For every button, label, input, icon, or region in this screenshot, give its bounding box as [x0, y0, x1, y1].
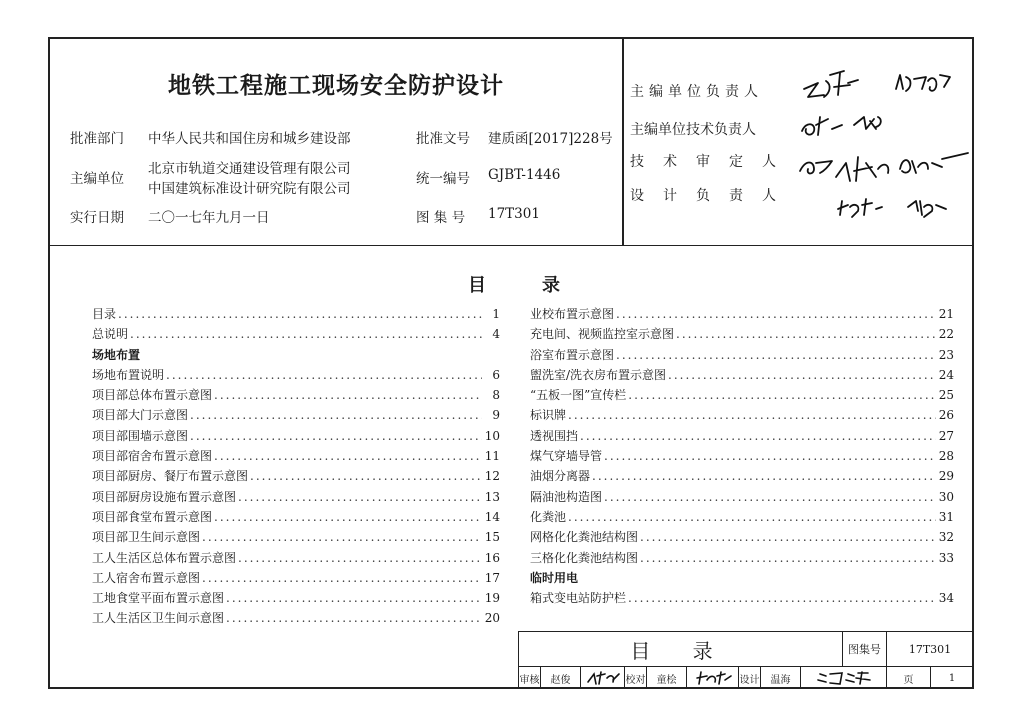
approve-dept-label: 批准部门	[70, 131, 124, 147]
toc-entry-title: 场地布置	[92, 347, 141, 362]
page-number: 1	[948, 672, 956, 684]
titleblock-atlas-no: 17T301	[908, 642, 952, 656]
toc-leader-dots	[628, 388, 936, 402]
toc-entry[interactable]	[530, 589, 954, 609]
toc-entry-title: 化粪池	[530, 509, 567, 524]
toc-entry-page: 23	[938, 347, 954, 362]
toc-entry-title: 临时用电	[530, 570, 579, 585]
toc-entry-title: 总说明	[92, 327, 129, 342]
toc-entry[interactable]	[92, 366, 500, 386]
toc-entry-title: 项目部围墙示意图	[92, 428, 189, 443]
title-block	[518, 631, 973, 688]
toc-entry[interactable]	[530, 366, 954, 386]
toc-entry-page: 10	[484, 428, 500, 443]
toc-entry[interactable]	[530, 346, 954, 366]
toc-leader-dots	[568, 408, 936, 422]
sign-chief-unit-head-label: 主编单位负责人	[630, 84, 763, 100]
toc-entry[interactable]	[530, 528, 954, 548]
toc-leader-dots	[202, 571, 482, 585]
toc-entry-title: 网格化化粪池结构图	[530, 530, 639, 545]
toc-entry[interactable]	[92, 406, 500, 426]
toc-entry-page: 20	[484, 611, 500, 626]
toc-leader-dots	[202, 530, 482, 544]
toc-entry-title: 标识牌	[530, 408, 567, 423]
design-name: 温海	[761, 667, 801, 689]
toc-entry-page: 15	[484, 530, 500, 545]
toc-entry-title: 工人宿舍布置示意图	[92, 570, 201, 585]
check-label: 校对	[625, 667, 647, 689]
toc-section-heading	[92, 346, 500, 366]
toc-left-column	[92, 305, 500, 630]
toc-entry-title: 项目部厨房、餐厅布置示意图	[92, 469, 249, 484]
toc-leader-dots	[250, 469, 482, 483]
toc-entry-title: 目录	[92, 307, 117, 321]
toc-entry[interactable]	[530, 488, 954, 508]
toc-entry-page: 19	[484, 591, 500, 606]
toc-entry-page: 6	[492, 367, 500, 382]
toc-entry[interactable]	[92, 325, 500, 345]
toc-entry-title: 盥洗室/洗衣房布置示意图	[530, 367, 667, 382]
toc-entry-title: 项目部宿舍布置示意图	[92, 449, 213, 464]
toc-leader-dots	[604, 449, 936, 463]
toc-entry-page: 24	[938, 367, 954, 382]
toc-leader-dots	[640, 551, 936, 565]
toc-section-heading	[530, 569, 954, 589]
toc-entry[interactable]	[92, 467, 500, 487]
toc-leader-dots	[238, 490, 482, 504]
toc-entry-page: 16	[484, 550, 500, 565]
review-name: 赵俊	[541, 667, 581, 689]
toc-entry-page: 17	[484, 570, 500, 585]
toc-entry-page: 1	[492, 307, 500, 321]
design-signature	[801, 667, 887, 689]
serial-label: 统一编号	[416, 171, 470, 187]
toc-heading: 目录	[468, 275, 616, 296]
toc-entry[interactable]	[92, 569, 500, 589]
toc-leader-dots	[226, 611, 482, 625]
toc-right-column	[530, 305, 954, 609]
toc-entry-page: 25	[938, 388, 954, 403]
drawing-sheet	[48, 37, 974, 689]
toc-entry-page: 21	[938, 307, 954, 321]
toc-leader-dots	[604, 490, 936, 504]
toc-entry-title: 工地食堂平面布置示意图	[92, 591, 225, 606]
toc-entry-page: 14	[484, 509, 500, 524]
review-signature	[581, 667, 625, 689]
toc-entry-title: “五板一图”宣传栏	[530, 388, 627, 403]
toc-entry-title: 项目部卫生间示意图	[92, 530, 201, 545]
toc-entry-page: 26	[938, 408, 954, 423]
toc-entry[interactable]	[530, 406, 954, 426]
impl-date-label: 实行日期	[70, 210, 124, 226]
toc-entry[interactable]	[92, 386, 500, 406]
toc-entry[interactable]	[530, 386, 954, 406]
toc-entry-title: 充电间、视频监控室示意图	[530, 327, 675, 342]
toc-leader-dots	[580, 429, 936, 443]
toc-entry-title: 油烟分离器	[530, 469, 591, 484]
toc-entry-page: 11	[484, 449, 500, 464]
toc-entry-title: 三格化化粪池结构图	[530, 550, 639, 565]
toc-entry-title: 煤气穿墙导管	[530, 449, 603, 464]
toc-entry[interactable]	[92, 528, 500, 548]
toc-leader-dots	[118, 307, 482, 321]
toc-entry-page: 22	[938, 327, 954, 342]
toc-entry-title: 工人生活区卫生间示意图	[92, 611, 225, 626]
toc-leader-dots	[592, 469, 936, 483]
toc-entry-page: 4	[492, 327, 500, 342]
approve-doc: 建质函[2017]228号	[488, 131, 613, 147]
toc-entry-title: 项目部厨房设施布置示意图	[92, 489, 237, 504]
sign-tech-review-label: 技术审定人	[630, 154, 795, 170]
serial: GJBT-1446	[488, 167, 561, 183]
toc-entry-title: 浴室布置示意图	[530, 347, 615, 362]
toc-leader-dots	[568, 510, 936, 524]
toc-entry-page: 29	[938, 469, 954, 484]
review-label: 审核	[519, 667, 541, 689]
sign-design-head-label: 设计负责人	[630, 188, 795, 204]
toc-leader-dots	[616, 307, 936, 321]
toc-leader-dots	[190, 408, 482, 422]
toc-entry[interactable]	[530, 549, 954, 569]
chief-unit-1: 北京市轨道交通建设管理有限公司	[148, 161, 351, 177]
toc-entry-title: 项目部食堂布置示意图	[92, 509, 213, 524]
toc-entry[interactable]	[92, 609, 500, 629]
toc-leader-dots	[640, 530, 936, 544]
toc-leader-dots	[676, 327, 936, 341]
toc-leader-dots	[214, 510, 482, 524]
toc-entry[interactable]	[530, 325, 954, 345]
toc-entry[interactable]	[92, 549, 500, 569]
sign-chief-tech-head-label: 主编单位技术负责人	[630, 122, 756, 138]
toc-entry[interactable]	[530, 305, 954, 325]
toc-entry-page: 8	[492, 388, 500, 403]
check-name: 童桧	[647, 667, 687, 689]
toc-leader-dots	[226, 591, 482, 605]
toc-entry-page: 27	[938, 428, 954, 443]
impl-date: 二〇一七年九月一日	[148, 210, 270, 226]
toc-entry-page: 31	[938, 509, 954, 524]
design-label: 设计	[739, 667, 761, 689]
toc-entry-title: 项目部总体布置示意图	[92, 388, 213, 403]
toc-entry[interactable]	[530, 427, 954, 447]
toc-entry-title: 场地布置说明	[92, 367, 165, 382]
toc-leader-dots	[166, 368, 482, 382]
toc-leader-dots	[130, 327, 482, 341]
approve-dept: 中华人民共和国住房和城乡建设部	[148, 131, 351, 147]
titleblock-approval-row	[519, 666, 973, 689]
toc-entry-page: 9	[492, 408, 500, 423]
approve-doc-label: 批准文号	[416, 131, 470, 147]
toc-leader-dots	[616, 348, 936, 362]
toc-entry-title: 项目部大门示意图	[92, 408, 189, 423]
toc-entry-page: 33	[938, 550, 954, 565]
atlas-label: 图 集 号	[416, 210, 466, 226]
toc-entry-page: 30	[938, 489, 954, 504]
toc-entry[interactable]	[92, 488, 500, 508]
toc-leader-dots	[238, 551, 482, 565]
toc-entry-title: 工人生活区总体布置示意图	[92, 550, 237, 565]
document-title: 地铁工程施工现场安全防护设计	[168, 73, 504, 99]
toc-entry[interactable]	[92, 589, 500, 609]
page-label: 页	[887, 667, 931, 689]
toc-entry-page: 34	[938, 591, 954, 606]
toc-entry-page: 32	[938, 530, 954, 545]
toc-leader-dots	[668, 368, 936, 382]
toc-entry-page: 13	[484, 489, 500, 504]
chief-unit-label: 主编单位	[70, 171, 124, 187]
titleblock-name: 目 录	[519, 632, 843, 666]
toc-entry[interactable]	[92, 427, 500, 447]
toc-entry[interactable]	[530, 508, 954, 528]
atlas: 17T301	[488, 206, 540, 222]
toc-entry-page: 12	[484, 469, 500, 484]
toc-entry-title: 隔油池构造图	[530, 489, 603, 504]
header-divider	[622, 39, 624, 245]
toc-entry-title: 箱式变电站防护栏	[530, 591, 627, 606]
toc-leader-dots	[214, 388, 482, 402]
titleblock-atlas-label: 图集号	[843, 632, 887, 666]
toc-entry-title: 业校布置示意图	[530, 307, 615, 321]
toc-entry[interactable]	[92, 305, 500, 325]
toc-leader-dots	[628, 591, 936, 605]
toc-entry[interactable]	[92, 447, 500, 467]
chief-unit-2: 中国建筑标准设计研究院有限公司	[148, 181, 351, 197]
toc-entry[interactable]	[530, 447, 954, 467]
toc-entry-title: 透视围挡	[530, 428, 579, 443]
toc-entry-page: 28	[938, 449, 954, 464]
toc-leader-dots	[190, 429, 482, 443]
toc-entry[interactable]	[92, 508, 500, 528]
toc-entry[interactable]	[530, 467, 954, 487]
handwritten-signatures	[796, 59, 976, 239]
header-block	[50, 39, 972, 246]
toc-leader-dots	[214, 449, 482, 463]
check-signature	[687, 667, 739, 689]
